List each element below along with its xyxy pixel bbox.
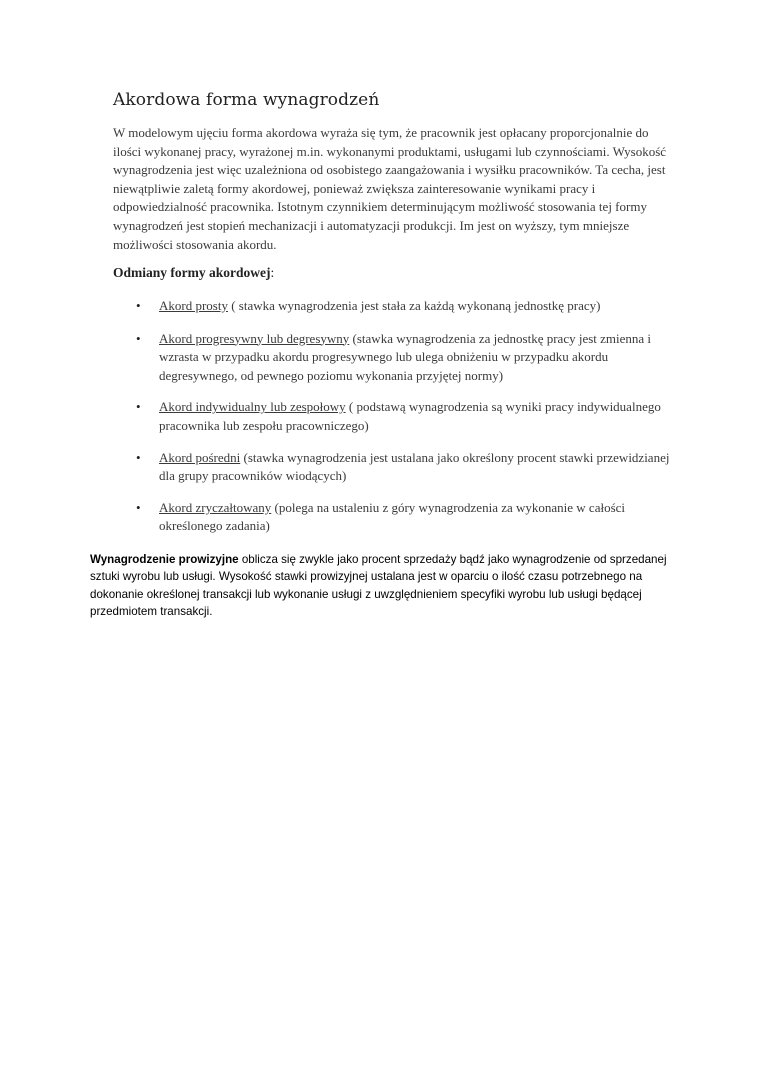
bullet-icon: • — [136, 399, 141, 415]
variant-term: Akord indywidualny lub zespołowy — [159, 399, 346, 415]
list-item — [113, 297, 673, 316]
variant-description: ( stawka wynagrodzenia jest stała za każdą wykonaną jednostkę pracy) — [227, 298, 601, 313]
variants-list — [113, 297, 673, 549]
list-item — [113, 499, 673, 536]
variants-heading — [113, 265, 274, 281]
variant-term: Akord zryczałtowany — [159, 499, 272, 515]
list-item — [113, 398, 673, 435]
list-item — [113, 449, 673, 486]
bullet-icon: • — [136, 330, 141, 346]
document-title: Akordowa forma wynagrodzeń — [113, 90, 380, 110]
variant-term: Akord prosty — [159, 298, 228, 313]
commission-paragraph — [90, 551, 670, 620]
commission-term: Wynagrodzenie prowizyjne — [90, 553, 239, 566]
bullet-icon: • — [136, 449, 141, 465]
variant-term: Akord pośredni — [159, 449, 241, 465]
bullet-icon: • — [136, 499, 141, 515]
intro-paragraph: W modelowym ujęciu forma akordowa wyraża się tym, że pracownik jest opłacany proporcjonalnie do ilości wykonanej pracy, wyrażonej m.in. wykonanymi produktami, usługami lub czynnościami. Wysokość wynagrodzenia jest więc uzależniona od osobistego zaangażowania i wysiłku pracowników. Ta cecha, jest niewątpliwie zaletą formy akordowej, ponieważ zwiększa zainteresowanie wynikami pracy i odpowiedzialność pracownika. Istotnym czynnikiem determinującym możliwość stosowania tej formy wynagrodzeń jest stopień mechanizacji i automatyzacji produkcji. Im jest on wyższy, tym mniejsze możliwości stosowania akordu. — [113, 125, 667, 252]
variants-heading-bold: Odmiany formy akordowej — [113, 265, 271, 280]
bullet-icon: • — [136, 298, 141, 313]
variant-term: Akord progresywny lub degresywny — [159, 330, 350, 346]
list-item — [113, 330, 673, 386]
variant-description: (stawka wynagrodzenia za jednostkę pracy jest zmienna i wzrasta w przypadku akordu progresywnego lub ulega obniżeniu w przypadku akordu degresywnego, od pewnego poziomu wykonania przyjętej normy) — [159, 330, 652, 383]
variants-heading-suffix: : — [270, 265, 275, 280]
variant-description: (stawka wynagrodzenia jest ustalana jako określony procent stawki przewidzianej dla grupy pracowników wiodących) — [159, 449, 670, 484]
variant-description: (polega na ustaleniu z góry wynagrodzenia za wykonanie w całości określonego zadania) — [159, 499, 626, 534]
variant-description: ( podstawą wynagrodzenia są wyniki pracy indywidualnego pracownika lub zespołu pracowniczego) — [159, 399, 661, 433]
commission-text: oblicza się zwykle jako procent sprzedaży bądź jako wynagrodzenie od sprzedanej sztuki wyrobu lub usługi. Wysokość stawki prowizyjnej ustalana jest w oparciu o ilość czasu potrzebnego na dokonanie określonej transakcji lub wykonanie usługi z uwzględnieniem specyfiki wyrobu lub usługi będącej przedmiotem transakcji. — [90, 553, 667, 618]
